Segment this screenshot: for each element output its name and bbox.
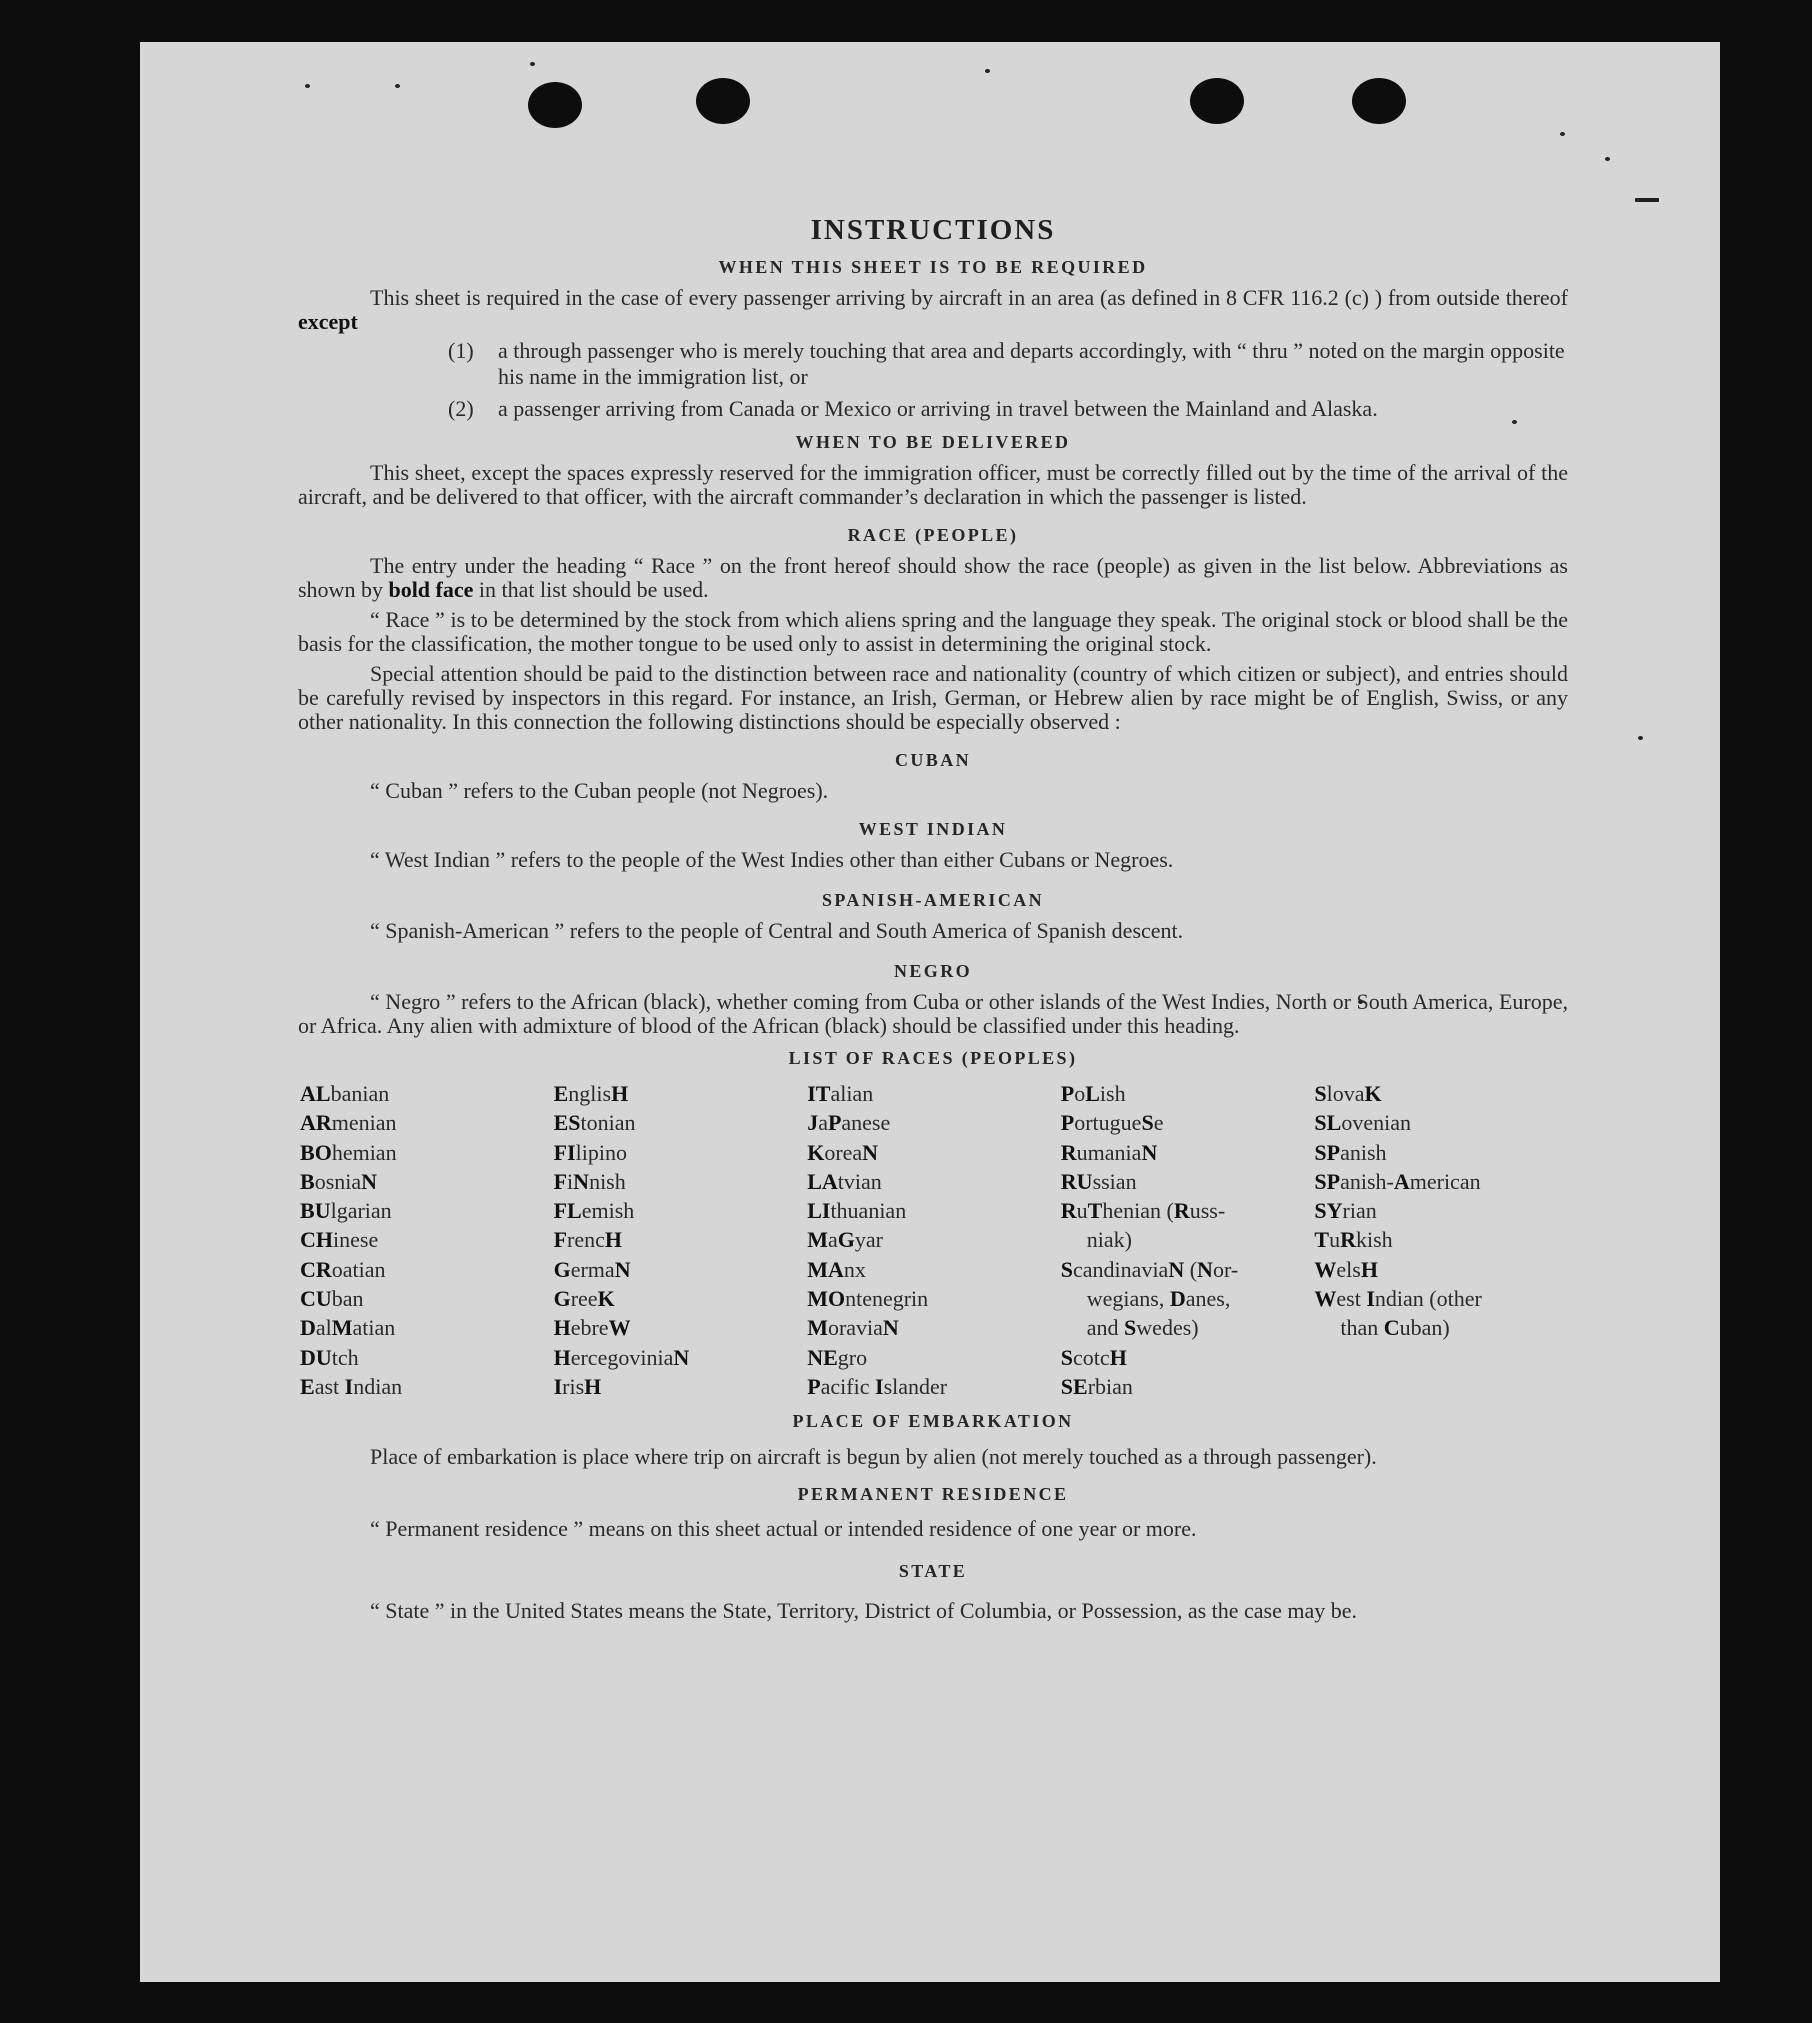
section-heading: RACE (PEOPLE) [847,525,1019,545]
punch-hole [696,78,750,124]
paragraph: “ West Indian ” refers to the people of the West Indies other than either Cubans or Negroes. [370,847,1174,872]
race-entry: DalMatian [300,1315,396,1341]
race-entry: PortugueSe [1060,1110,1164,1136]
race-entry: SLovenian [1314,1110,1411,1136]
race-entry: DUtch [300,1344,359,1370]
race-entry: MoraviaN [807,1315,899,1341]
race-entry: ALbanian [300,1081,390,1106]
race-entry: SlovaK [1314,1081,1382,1106]
section-heading: NEGRO [893,961,972,981]
race-entry: MaGyar [807,1227,883,1253]
race-column [554,1079,808,1401]
race-entry: BOhemian [300,1139,397,1165]
race-entry: ARmenian [300,1110,397,1136]
paragraph: “ Negro ” refers to the African (black), whether coming from Cuba or other islands of the West Indies, North or South America, Europe, or Africa. Any alien with admixture of blood of the African (black) should be classified under this heading. [298,989,1568,1038]
instructions-content [298,172,1568,1628]
race-list [300,1079,1568,1401]
race-entry: and Swedes) [1086,1315,1199,1341]
race-entry: wegians, Danes, [1086,1286,1231,1312]
race-entry: than Cuban) [1340,1315,1450,1341]
race-entry: CHinese [300,1227,379,1253]
paragraph: “ Spanish-American ” refers to the people of Central and South America of Spanish descent. [370,918,1184,943]
speck [1638,736,1643,740]
race-entry: FrencH [553,1227,623,1253]
list-item: (1) a through passenger who is merely touching that area and departs accordingly, with “ thru ” noted on the margin opposite his name in the immigration list, or [448,338,1565,389]
paragraph: The entry under the heading “ Race ” on the front hereof should show the race (people) as given in the list below. Abbreviations as shown by bold face in that list should be used. [298,553,1568,602]
race-entry: CUban [300,1286,364,1312]
race-entry: TuRkish [1314,1227,1393,1253]
race-entry: GreeK [553,1286,615,1312]
race-entry: MOntenegrin [807,1286,929,1312]
document-page [140,42,1720,1982]
race-entry: HebreW [553,1315,631,1341]
section-heading: STATE [898,1561,968,1582]
race-entry: KoreaN [807,1139,879,1165]
speck [985,69,990,73]
paragraph: “ State ” in the United States means the State, Territory, District of Columbia, or Possession, as the case may be. [370,1598,1358,1624]
race-entry: RUssian [1060,1168,1137,1194]
race-entry: EStonian [553,1110,636,1136]
section-heading: WHEN TO BE DELIVERED [795,432,1071,452]
race-entry: NEgro [807,1344,868,1370]
race-entry: WelsH [1314,1256,1378,1282]
race-entry: RuThenian (Russ- [1060,1198,1226,1224]
race-entry: niak) [1086,1227,1132,1253]
race-entry: SPanish-American [1314,1168,1481,1194]
section-heading: PLACE OF EMBARKATION [792,1411,1074,1432]
punch-hole [1190,78,1244,124]
race-entry: IrisH [553,1373,602,1399]
race-entry: SErbian [1060,1373,1133,1399]
race-entry: GermaN [553,1256,631,1282]
race-entry: East Indian [300,1373,403,1399]
race-entry: West Indian (other [1314,1286,1482,1312]
race-column [1314,1079,1568,1401]
paragraph: Special attention should be paid to the distinction between race and nationality (country of which citizen or subject), and entries should be carefully revised by inspectors in this regard. For instance, an Irish, German, or Hebrew alien by race might be of English, Swiss, or any other nationality. In this connection the following distinctions should be especially observed : [298,661,1568,734]
race-entry: EnglisH [553,1081,629,1106]
speck [530,62,535,66]
race-entry: ScandinaviaN (Nor- [1060,1256,1239,1282]
race-entry: BUlgarian [300,1198,392,1224]
paragraph: This sheet is required in the case of every passenger arriving by aircraft in an area (as defined in 8 CFR 116.2 (c) ) from outside thereof except [298,285,1568,334]
speck [1605,157,1610,161]
paragraph: “ Permanent residence ” means on this sheet actual or intended residence of one year or more. [370,1516,1197,1542]
race-entry: FiNnish [553,1168,626,1194]
speck [1635,198,1659,202]
speck [305,84,310,88]
race-column [300,1079,554,1401]
race-entry: JaPanese [807,1110,891,1136]
race-entry: PoLish [1060,1081,1126,1106]
race-entry: ScotcH [1060,1344,1127,1370]
race-entry: LIthuanian [807,1198,907,1224]
race-entry: SYrian [1314,1198,1377,1224]
race-entry: LAtvian [807,1168,882,1194]
race-entry: RumaniaN [1060,1139,1158,1165]
punch-hole [528,82,582,128]
race-column [1061,1079,1315,1401]
paragraph: This sheet, except the spaces expressly reserved for the immigration officer, must be correctly filled out by the time of the arrival of the aircraft, and be delivered to that officer, with the aircraft commander’s declaration in which the passenger is listed. [298,460,1568,509]
race-entry: ITalian [807,1081,874,1106]
section-heading: PERMANENT RESIDENCE [797,1484,1069,1505]
section-heading: WEST INDIAN [858,819,1008,839]
race-entry: FLemish [553,1198,635,1224]
page-title: INSTRUCTIONS [810,214,1056,246]
speck [1560,132,1565,136]
race-entry: SPanish [1314,1139,1387,1165]
race-entry: BosniaN [300,1168,378,1194]
race-entry: MAnx [807,1256,866,1282]
section-heading: WHEN THIS SHEET IS TO BE REQUIRED [718,257,1148,277]
speck [395,84,400,88]
section-heading: SPANISH-AMERICAN [821,890,1045,910]
punch-hole [1352,78,1406,124]
race-entry: FIlipino [553,1139,627,1165]
section-heading: CUBAN [894,750,971,770]
race-entry: CRoatian [300,1256,386,1282]
race-entry: Pacific Islander [807,1373,948,1399]
paragraph: “ Race ” is to be determined by the stock from which aliens spring and the language they speak. The original stock or blood shall be the basis for the classification, the mother tongue to be used only to assist in determining the original stock. [298,607,1568,656]
race-column [807,1079,1061,1401]
paragraph: Place of embarkation is place where trip on aircraft is begun by alien (not merely touched as a through passenger). [370,1444,1377,1470]
paragraph: “ Cuban ” refers to the Cuban people (not Negroes). [370,778,829,803]
section-heading: LIST OF RACES (PEOPLES) [788,1048,1078,1068]
list-item: (2) a passenger arriving from Canada or Mexico or arriving in travel between the Mainland and Alaska. [448,396,1378,421]
race-entry: HercegoviniaN [553,1344,690,1370]
